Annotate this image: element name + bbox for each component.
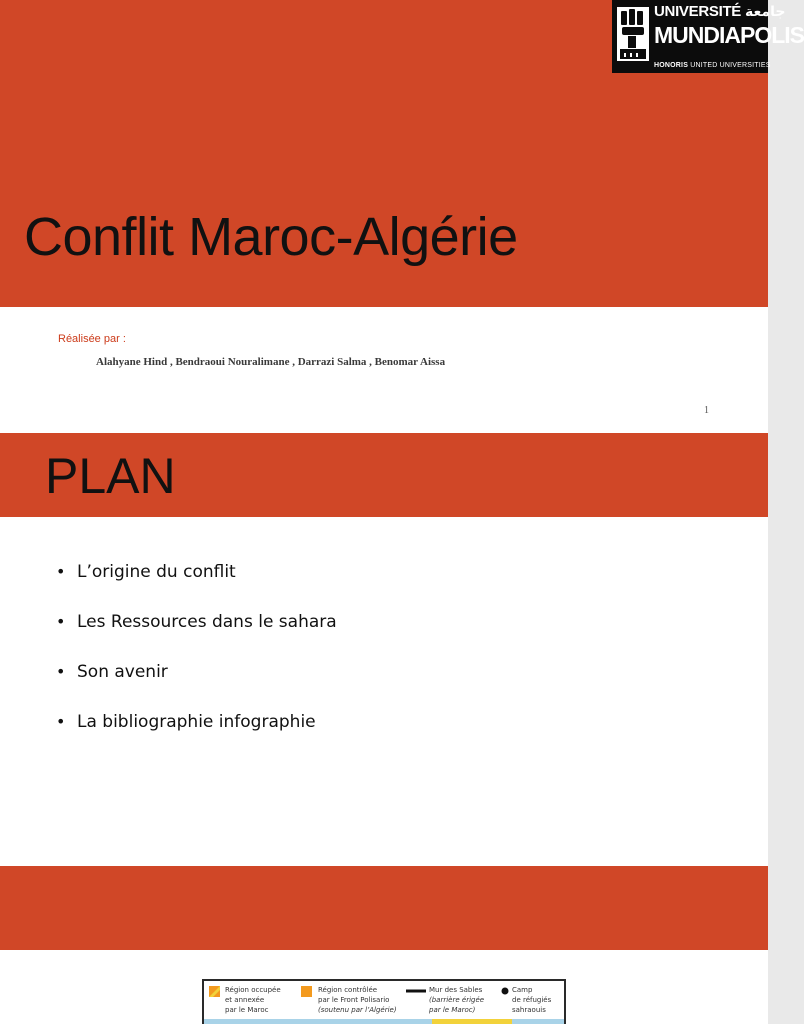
slide-1 [0,0,804,432]
slide-3-band [0,866,768,950]
map-occupied-area [432,1019,512,1024]
plan-title: PLAN [45,448,176,504]
legend-refugee-camp: Camp de réfugiés sahraouis [512,986,552,1014]
plan-item-label: La bibliographie infographie [77,712,316,732]
university-logo [612,0,804,73]
fist-icon [614,3,652,69]
polisario-region-swatch-icon [301,986,312,997]
plan-item-label: Son avenir [77,662,168,682]
slide-2 [0,433,768,865]
logo-tagline-rest: UNITED UNIVERSITIES [690,62,771,69]
logo-mundiapolis-text: MUNDIAPOLIS [654,22,804,48]
presentation-title: Conflit Maroc-Algérie [24,207,518,267]
bullet: • [56,712,66,731]
sand-wall-line-icon [406,989,426,993]
bullet: • [56,662,66,681]
legend-sand-wall: Mur des Sables (barrière érigée par le Maroc) [429,986,485,1014]
logo-universite-text: UNIVERSITÉ [654,3,742,20]
slide-3 [0,866,768,1024]
logo-tagline [654,62,771,69]
logo-tagline-bold: HONORIS [654,62,689,69]
realisee-par-label: Réalisée par : [58,333,126,345]
bullet: • [56,612,66,631]
authors-list: Alahyane Hind , Bendraoui Nouralimane , Darrazi Salma , Benomar Aissa [96,356,446,368]
logo-line-1 [654,3,785,20]
map-edge [204,1019,564,1024]
plan-item-label: L’origine du conflit [77,562,236,582]
refugee-camp-dot-icon [501,987,509,995]
bullet: • [56,562,66,581]
map-legend [202,979,566,1024]
plan-item-label: Les Ressources dans le sahara [77,612,337,632]
logo-arabic-text: جامعة [745,3,786,20]
occupied-region-swatch-icon [209,986,220,997]
page-number: 1 [704,405,709,416]
legend-occupied-region: Région occupée et annexée par le Maroc [225,986,281,1014]
legend-polisario-region: Région contrôlée par le Front Polisario (soutenu par l’Algérie) [318,986,397,1014]
